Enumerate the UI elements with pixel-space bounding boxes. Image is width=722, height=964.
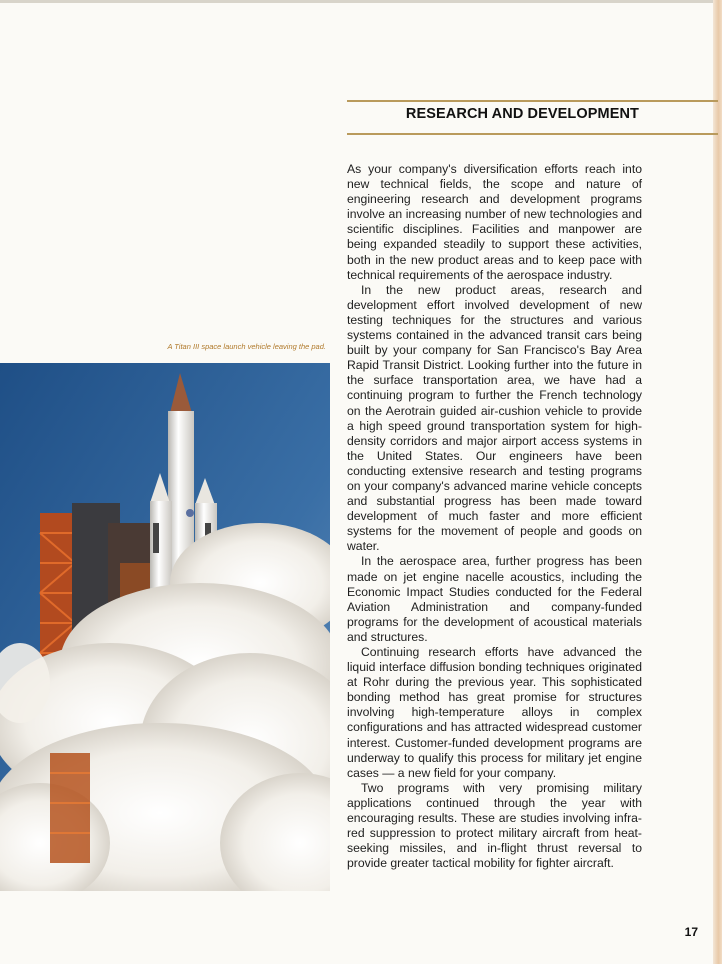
paragraph-military: Two programs with very promising military applications continued through the year with encouraging results. These are studies involving infra-red suppression to protect military aircraft from heat-seeking missiles, and in-flight thrust reversal to provide greater tactical mobility for fighter aircraft.	[347, 780, 642, 871]
paragraph-new-products: In the new product areas, research and development effort involved development of new testing techniques for the structures and various systems contained in the advanced transit cars being built by your company for San Francisco's Bay Area Rapid Transit District. Looking further into the future in the surface transportation area, we have had a continuing program to further the French technology on the Aerotrain guided air-cushion vehicle to provide a high speed ground transportation system for high-density corridors and major airport access systems in the United States. Our engineers have been conducting extensive research and testing programs on your company's advanced marine vehicle concepts and substantial progress has been made toward development of much faster and more efficient systems for the movement of people and goods on water.	[347, 282, 642, 554]
page-number: 17	[684, 925, 698, 939]
section-title: RESEARCH AND DEVELOPMENT	[405, 106, 639, 122]
launch-photo	[0, 363, 330, 891]
header-rule-top	[347, 100, 718, 102]
header-rule-bottom	[347, 133, 718, 135]
paragraph-bonding: Continuing research efforts have advanced the liquid interface diffusion bonding techniques originated at Rohr during the previous year. This sophisticated bonding method has great promise for structures involving high-temperature alloys in complex configurations and has attracted widespread customer interest. Customer-funded development programs are underway to qualify this process for military jet engine cases — a new field for your company.	[347, 645, 642, 780]
launch-photo-illustration	[0, 363, 330, 891]
paragraph-intro: As your company's diversification efforts reach into new technical fields, the scope and nature of engineering research and development programs involve an increasing number of new technologies and scientific disciplines. Facilities and manpower are being expanded steadily to support these activities, both in the new product areas and to keep pace with technical requirements of the aerospace industry.	[347, 162, 642, 282]
paragraph-aerospace: In the aerospace area, further progress has been made on jet engine nacelle acoustics, including the Economic Impact Studies conducted for the Federal Aviation Administration and company-funded programs for the development of acoustical materials and structures.	[347, 554, 642, 644]
page-top-edge	[0, 0, 722, 3]
page-right-edge	[713, 0, 722, 964]
photo-caption: A Titan III space launch vehicle leaving the pad.	[167, 342, 326, 351]
body-text	[347, 162, 642, 871]
